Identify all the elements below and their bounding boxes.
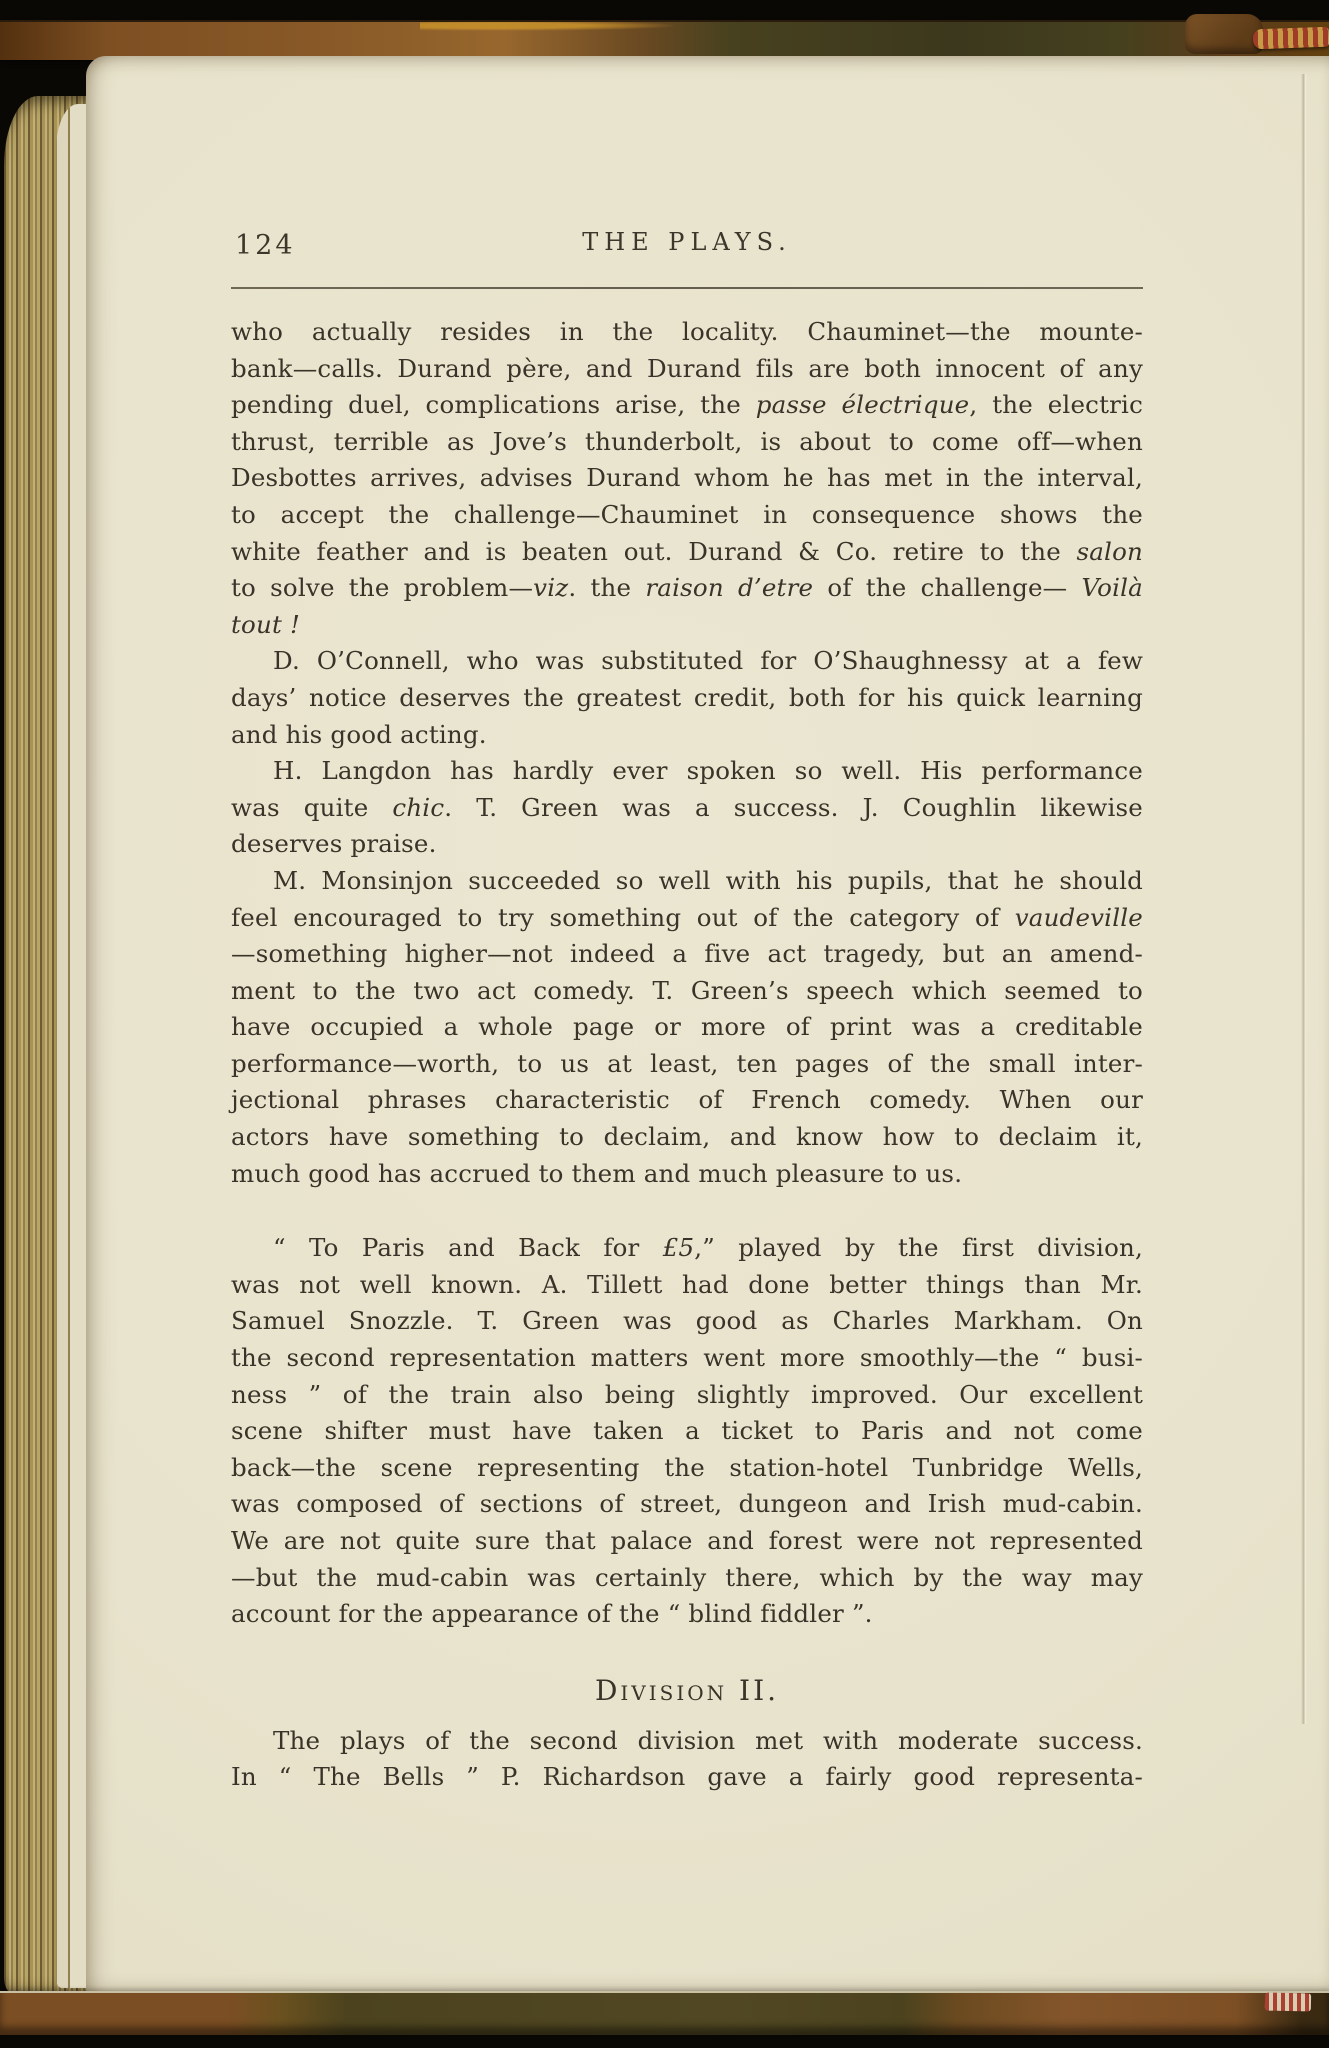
text-line: The plays of the second division met with moderate success. (273, 1725, 1143, 1755)
page-number: 124 (235, 230, 296, 261)
text-line: who actually resides in the locality. Chauminet—the mounte- (231, 317, 1143, 346)
text-line: H. Langdon has hardly ever spoken so well. His performance (273, 756, 1143, 786)
text-line: back—the scene representing the station-hotel Tunbridge Wells, (231, 1452, 1143, 1482)
text-line: have occupied a whole page or more of print was a creditable (231, 1012, 1143, 1042)
text-line: was quite chic. T. Green was a success. J. Coughlin likewise (231, 792, 1144, 822)
text-line: to solve the problem—viz. the raison d’etre of the challenge— Voilà (231, 573, 1143, 603)
book-cover-corner (1185, 14, 1263, 54)
text-line: to accept the challenge—Chauminet in consequence shows the (231, 499, 1143, 529)
paragraph (231, 314, 1143, 643)
text-line: account for the appearance of the “ blind fiddler ”. (231, 1599, 873, 1629)
text-line: actors have something to declaim, and know how to declaim it, (231, 1122, 1143, 1152)
text-line: thrust, terrible as Jove’s thunderbolt, is about to come off—when (231, 426, 1143, 456)
text-line: was composed of sections of street, dungeon and Irish mud-cabin. (231, 1489, 1143, 1519)
endband-bottom (1265, 1993, 1311, 2012)
text-line: ment to the two act comedy. T. Green’s speech which seemed to (231, 975, 1143, 1005)
text-line: days’ notice deserves the greatest credit, both for his quick learning (231, 682, 1143, 712)
text-line: —something higher—not indeed a five act tragedy, but an amend- (231, 939, 1143, 969)
book-cover-bottom-edge (0, 1991, 1329, 2035)
section-heading: Division II. (594, 1673, 780, 1707)
text-line: In “ The Bells ” P. Richardson gave a fairly good representa- (231, 1762, 1143, 1792)
book-cover-top-edge (0, 20, 1329, 60)
paragraph (231, 1230, 1143, 1633)
running-header: THE PLAYS. (582, 228, 792, 256)
text-line: Desbottes arrives, advises Durand whom he has met in the interval, (231, 463, 1143, 493)
paragraph (231, 863, 1143, 1192)
text-line: Samuel Snozzle. T. Green was good as Charles Markham. On (231, 1306, 1143, 1336)
page-header-row (231, 228, 1143, 262)
text-line: D. O’Connell, who was substituted for O’Shaughnessy at a few (273, 646, 1143, 676)
text-line: pending duel, complications arise, the passe électrique, the electric (231, 390, 1143, 420)
header-rule (231, 287, 1143, 289)
text-line: performance—worth, to us at least, ten pages of the small inter- (231, 1048, 1143, 1078)
text-line: deserves praise. (231, 829, 437, 859)
text-line: much good has accrued to them and much pleasure to us. (231, 1158, 963, 1188)
underlying-page-edges (56, 104, 88, 1988)
text-block (231, 314, 1143, 1796)
cover-scuff-mark (420, 22, 680, 31)
page-crease (1301, 74, 1307, 1724)
text-line: the second representation matters went more smoothly—the “ busi- (231, 1343, 1143, 1373)
text-line: scene shifter must have taken a ticket to Paris and not come (231, 1416, 1143, 1446)
endband-top (1253, 27, 1329, 50)
text-line: jectional phrases characteristic of French comedy. When our (231, 1085, 1143, 1115)
paragraph (231, 643, 1143, 753)
text-line: ness ” of the train also being slightly improved. Our excellent (231, 1379, 1143, 1409)
book-page (86, 56, 1329, 1993)
text-line: “ To Paris and Back for £5,” played by the first division, (273, 1233, 1143, 1263)
text-line: —but the mud-cabin was certainly there, which by the way may (231, 1562, 1143, 1592)
text-line: We are not quite sure that palace and forest were not represented (231, 1526, 1143, 1555)
text-line: bank—calls. Durand père, and Durand fils are both innocent of any (231, 353, 1143, 383)
text-line: white feather and is beaten out. Durand & Co. retire to the salon (231, 536, 1143, 566)
text-line: and his good acting. (231, 719, 487, 749)
text-line: feel encouraged to try something out of the category of vaudeville (231, 902, 1143, 932)
text-line: tout ! (231, 609, 301, 639)
text-line: M. Monsinjon succeeded so well with his pupils, that he should (273, 865, 1143, 895)
paragraph (231, 753, 1143, 863)
text-line: was not well known. A. Tillett had done better things than Mr. (231, 1269, 1143, 1299)
paragraph (231, 1723, 1143, 1796)
